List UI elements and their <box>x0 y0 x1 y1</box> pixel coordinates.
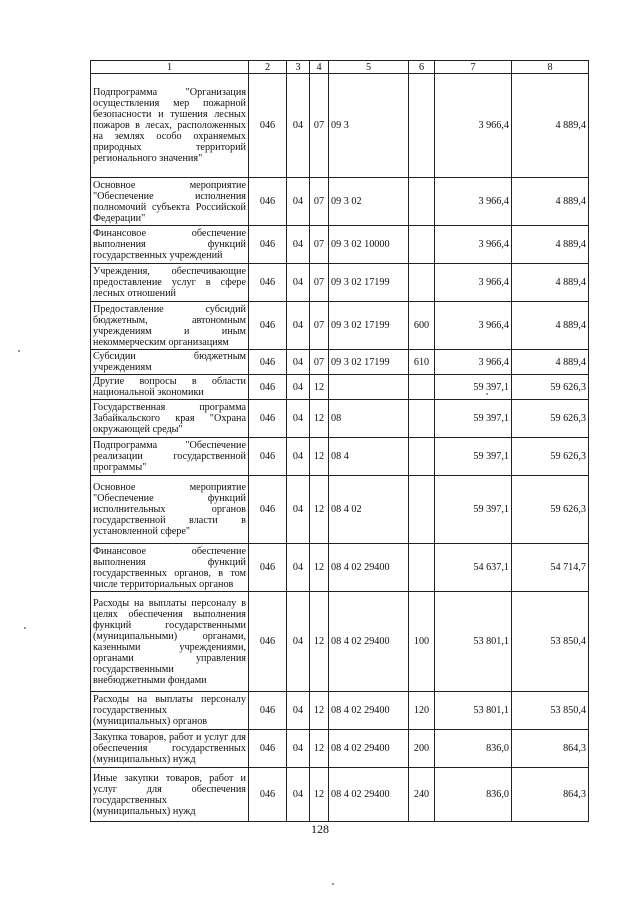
section-code-cell: 04 <box>287 692 310 730</box>
amount-cell: 4 889,4 <box>512 226 589 264</box>
header-cell: 7 <box>435 61 512 74</box>
scan-speck <box>24 627 26 629</box>
table-row <box>91 438 589 476</box>
amount-cell: 59 626,3 <box>512 476 589 544</box>
expense-kind-cell <box>409 375 435 400</box>
section-code-cell: 04 <box>287 264 310 302</box>
amount-cell: 4 889,4 <box>512 302 589 350</box>
expense-kind-cell <box>409 264 435 302</box>
table-row <box>91 592 589 692</box>
section-code-cell: 04 <box>287 400 310 438</box>
amount-cell: 59 397,1 <box>435 400 512 438</box>
row-name-cell: Основное мероприятие "Обеспечение функций исполнительных органов государственной власти в установленной сфере" <box>91 476 249 544</box>
amount-cell: 53 801,1 <box>435 692 512 730</box>
section-code-cell: 04 <box>287 544 310 592</box>
ministry-code-cell: 046 <box>249 264 287 302</box>
expense-kind-cell: 200 <box>409 730 435 768</box>
target-article-cell: 09 3 02 17199 <box>329 264 409 302</box>
subsection-code-cell: 07 <box>310 302 329 350</box>
ministry-code-cell: 046 <box>249 400 287 438</box>
subsection-code-cell: 12 <box>310 592 329 692</box>
amount-cell: 4 889,4 <box>512 178 589 226</box>
table-row <box>91 264 589 302</box>
table-header-row <box>91 61 589 74</box>
subsection-code-cell: 12 <box>310 375 329 400</box>
table-row <box>91 178 589 226</box>
section-code-cell: 04 <box>287 768 310 822</box>
amount-cell: 4 889,4 <box>512 264 589 302</box>
amount-cell: 3 966,4 <box>435 264 512 302</box>
table-row <box>91 768 589 822</box>
table-row <box>91 350 589 375</box>
budget-table <box>90 60 589 822</box>
amount-cell: 53 850,4 <box>512 592 589 692</box>
section-code-cell: 04 <box>287 592 310 692</box>
row-name-cell: Подпрограмма "Организация осуществления мер пожарной безопасности и тушения лесных пожаров в лесах, расположенных на землях особо охраняемых природных территорий регионального значения" <box>91 74 249 178</box>
amount-cell: 4 889,4 <box>512 350 589 375</box>
section-code-cell: 04 <box>287 438 310 476</box>
amount-cell: 3 966,4 <box>435 178 512 226</box>
amount-cell: 3 966,4 <box>435 350 512 375</box>
table-row <box>91 730 589 768</box>
section-code-cell: 04 <box>287 730 310 768</box>
section-code-cell: 04 <box>287 350 310 375</box>
row-name-cell: Закупка товаров, работ и услуг для обеспечения государственных (муниципальных) нужд <box>91 730 249 768</box>
amount-cell: 3 966,4 <box>435 302 512 350</box>
target-article-cell: 08 4 02 29400 <box>329 692 409 730</box>
table-row <box>91 476 589 544</box>
ministry-code-cell: 046 <box>249 768 287 822</box>
subsection-code-cell: 12 <box>310 438 329 476</box>
amount-cell: 53 850,4 <box>512 692 589 730</box>
expense-kind-cell <box>409 438 435 476</box>
ministry-code-cell: 046 <box>249 730 287 768</box>
ministry-code-cell: 046 <box>249 692 287 730</box>
amount-cell: 864,3 <box>512 768 589 822</box>
table-row <box>91 544 589 592</box>
amount-cell: 3 966,4 <box>435 226 512 264</box>
amount-cell: 864,3 <box>512 730 589 768</box>
amount-cell: 59 626,3 <box>512 375 589 400</box>
ministry-code-cell: 046 <box>249 476 287 544</box>
page-number: 128 <box>311 822 329 836</box>
expense-kind-cell: 600 <box>409 302 435 350</box>
header-cell: 1 <box>91 61 249 74</box>
table-row <box>91 302 589 350</box>
table-row <box>91 692 589 730</box>
amount-cell: 4 889,4 <box>512 74 589 178</box>
target-article-cell: 08 4 02 29400 <box>329 768 409 822</box>
expense-kind-cell <box>409 476 435 544</box>
header-cell: 2 <box>249 61 287 74</box>
amount-cell: 3 966,4 <box>435 74 512 178</box>
row-name-cell: Расходы на выплаты персоналу в целях обеспечения выполнения функций государственными (муниципальными) органами, казенными учреждениями, органами управления государственными внебюджетными фондами <box>91 592 249 692</box>
ministry-code-cell: 046 <box>249 178 287 226</box>
expense-kind-cell: 120 <box>409 692 435 730</box>
row-name-cell: Расходы на выплаты персоналу государственных (муниципальных) органов <box>91 692 249 730</box>
table-row <box>91 400 589 438</box>
subsection-code-cell: 12 <box>310 730 329 768</box>
target-article-cell: 09 3 02 10000 <box>329 226 409 264</box>
subsection-code-cell: 12 <box>310 768 329 822</box>
ministry-code-cell: 046 <box>249 438 287 476</box>
expense-kind-cell: 100 <box>409 592 435 692</box>
target-article-cell: 09 3 02 <box>329 178 409 226</box>
amount-cell: 59 397,1 <box>435 476 512 544</box>
expense-kind-cell <box>409 400 435 438</box>
row-name-cell: Субсидии бюджетным учреждениям <box>91 350 249 375</box>
subsection-code-cell: 07 <box>310 226 329 264</box>
amount-cell: 54 714,7 <box>512 544 589 592</box>
subsection-code-cell: 12 <box>310 476 329 544</box>
expense-kind-cell <box>409 178 435 226</box>
target-article-cell: 08 4 02 <box>329 476 409 544</box>
scan-speck <box>332 883 334 885</box>
subsection-code-cell: 12 <box>310 400 329 438</box>
subsection-code-cell: 07 <box>310 178 329 226</box>
row-name-cell: Учреждения, обеспечивающие предоставление услуг в сфере лесных отношений <box>91 264 249 302</box>
amount-cell: 836,0 <box>435 768 512 822</box>
target-article-cell: 08 4 02 29400 <box>329 544 409 592</box>
expense-kind-cell <box>409 226 435 264</box>
amount-cell: 54 637,1 <box>435 544 512 592</box>
expense-kind-cell: 240 <box>409 768 435 822</box>
amount-cell: 59 397,1 <box>435 375 512 400</box>
amount-cell: 59 397,1 <box>435 438 512 476</box>
target-article-cell: 08 4 02 29400 <box>329 730 409 768</box>
section-code-cell: 04 <box>287 226 310 264</box>
expense-kind-cell <box>409 74 435 178</box>
ministry-code-cell: 046 <box>249 375 287 400</box>
amount-cell: 59 626,3 <box>512 400 589 438</box>
expense-kind-cell <box>409 544 435 592</box>
table-row <box>91 375 589 400</box>
target-article-cell: 09 3 02 17199 <box>329 302 409 350</box>
row-name-cell: Финансовое обеспечение выполнения функций государственных органов, в том числе территориальных органов <box>91 544 249 592</box>
header-cell: 3 <box>287 61 310 74</box>
row-name-cell: Предоставление субсидий бюджетным, автономным учреждениям и иным некоммерческим организациям <box>91 302 249 350</box>
ministry-code-cell: 046 <box>249 302 287 350</box>
subsection-code-cell: 07 <box>310 264 329 302</box>
amount-cell: 53 801,1 <box>435 592 512 692</box>
row-name-cell: Другие вопросы в области национальной экономики <box>91 375 249 400</box>
header-cell: 4 <box>310 61 329 74</box>
row-name-cell: Иные закупки товаров, работ и услуг для обеспечения государственных (муниципальных) нужд <box>91 768 249 822</box>
amount-cell: 836,0 <box>435 730 512 768</box>
expense-kind-cell: 610 <box>409 350 435 375</box>
target-article-cell: 09 3 <box>329 74 409 178</box>
row-name-cell: Основное мероприятие "Обеспечение исполнения полномочий субъекта Российской Федерации" <box>91 178 249 226</box>
table-row <box>91 226 589 264</box>
target-article-cell: 09 3 02 17199 <box>329 350 409 375</box>
section-code-cell: 04 <box>287 302 310 350</box>
table-row <box>91 74 589 178</box>
scan-speck <box>18 350 20 352</box>
header-cell: 6 <box>409 61 435 74</box>
section-code-cell: 04 <box>287 74 310 178</box>
row-name-cell: Финансовое обеспечение выполнения функций государственных учреждений <box>91 226 249 264</box>
subsection-code-cell: 07 <box>310 74 329 178</box>
ministry-code-cell: 046 <box>249 350 287 375</box>
row-name-cell: Подпрограмма "Обеспечение реализации государственной программы" <box>91 438 249 476</box>
scan-speck <box>486 393 488 395</box>
section-code-cell: 04 <box>287 375 310 400</box>
target-article-cell <box>329 375 409 400</box>
target-article-cell: 08 4 02 29400 <box>329 592 409 692</box>
ministry-code-cell: 046 <box>249 544 287 592</box>
target-article-cell: 08 <box>329 400 409 438</box>
subsection-code-cell: 07 <box>310 350 329 375</box>
section-code-cell: 04 <box>287 178 310 226</box>
subsection-code-cell: 12 <box>310 544 329 592</box>
amount-cell: 59 626,3 <box>512 438 589 476</box>
target-article-cell: 08 4 <box>329 438 409 476</box>
ministry-code-cell: 046 <box>249 74 287 178</box>
subsection-code-cell: 12 <box>310 692 329 730</box>
header-cell: 5 <box>329 61 409 74</box>
row-name-cell: Государственная программа Забайкальского края "Охрана окружающей среды" <box>91 400 249 438</box>
section-code-cell: 04 <box>287 476 310 544</box>
ministry-code-cell: 046 <box>249 592 287 692</box>
header-cell: 8 <box>512 61 589 74</box>
ministry-code-cell: 046 <box>249 226 287 264</box>
